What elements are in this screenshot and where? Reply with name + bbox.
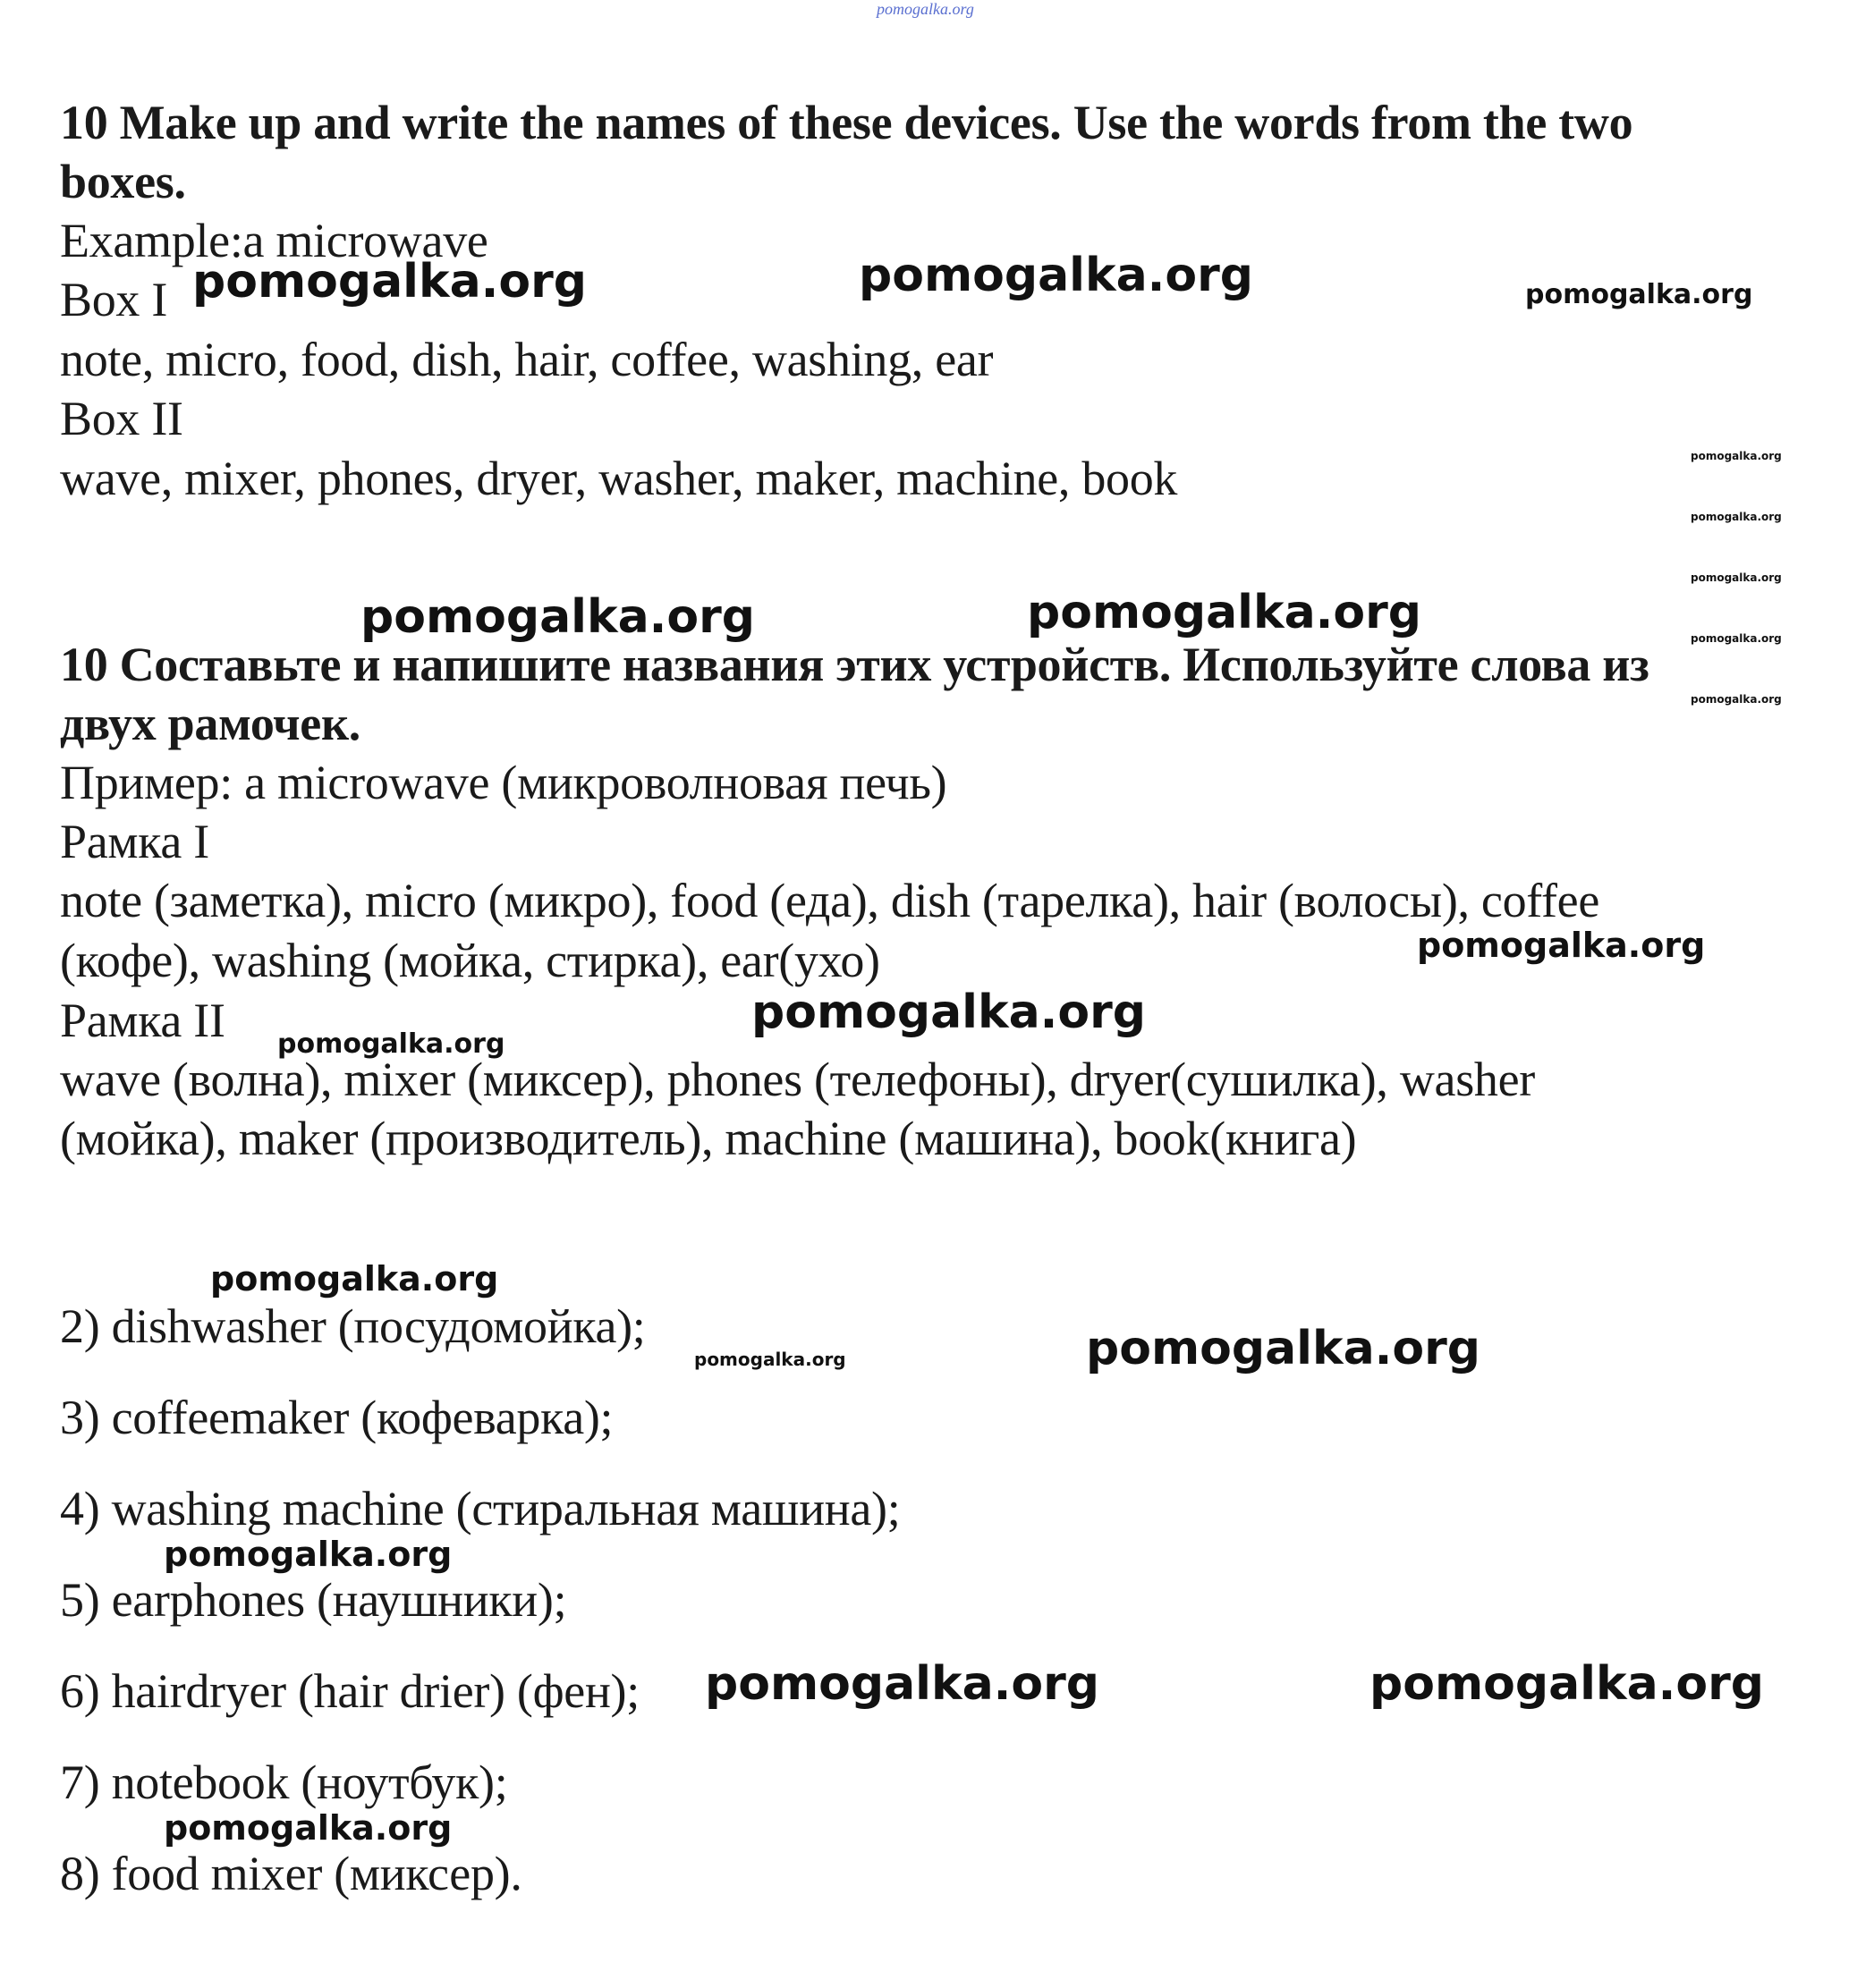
top-watermark: pomogalka.org <box>877 0 974 18</box>
watermark: pomogalka.org <box>210 1259 499 1299</box>
watermark: pomogalka.org <box>1691 450 1782 462</box>
watermark: pomogalka.org <box>751 986 1147 1039</box>
watermark: pomogalka.org <box>1691 693 1782 706</box>
russian-box1-words-line-2: (кофе), washing (мойка, стирка), ear(ухо) <box>60 934 880 987</box>
english-box1-label: Box I <box>60 273 168 326</box>
russian-title-line-2: двух рамочек. <box>60 697 360 750</box>
answer-item: 6) hairdryer (hair drier) (фен); <box>60 1664 640 1718</box>
english-example: Example:a microwave <box>60 214 488 267</box>
watermark: pomogalka.org <box>1691 632 1782 645</box>
watermark: pomogalka.org <box>1525 279 1753 310</box>
watermark: pomogalka.org <box>277 1028 505 1060</box>
english-box1-words: note, micro, food, dish, hair, coffee, washing, ear <box>60 333 994 386</box>
answer-item: 2) dishwasher (посудомойка); <box>60 1299 646 1353</box>
watermark: pomogalka.org <box>694 1349 846 1370</box>
russian-box2-words-line-2: (мойка), maker (производитель), machine (машина), book(книга) <box>60 1112 1357 1165</box>
watermark: pomogalka.org <box>1417 926 1706 965</box>
watermark: pomogalka.org <box>1086 1322 1481 1375</box>
watermark: pomogalka.org <box>192 255 588 309</box>
english-box2-label: Box II <box>60 392 183 445</box>
watermark: pomogalka.org <box>1691 571 1782 584</box>
russian-box2-words-line-1: wave (волна), mixer (миксер), phones (телефоны), dryer(сушилка), washer <box>60 1053 1535 1106</box>
answer-item: 3) coffeemaker (кофеварка); <box>60 1391 614 1444</box>
answer-item: 7) notebook (ноутбук); <box>60 1755 508 1809</box>
answer-item: 4) washing machine (стиральная машина); <box>60 1482 901 1535</box>
russian-box1-words-line-1: note (заметка), micro (микро), food (еда), dish (тарелка), hair (волосы), coffee <box>60 874 1600 927</box>
russian-box2-label: Рамка II <box>60 994 225 1047</box>
watermark: pomogalka.org <box>705 1657 1100 1711</box>
watermark: pomogalka.org <box>164 1808 453 1848</box>
answer-item: 8) food mixer (миксер). <box>60 1847 522 1900</box>
watermark: pomogalka.org <box>859 249 1254 302</box>
english-box2-words: wave, mixer, phones, dryer, washer, maker, machine, book <box>60 452 1178 505</box>
russian-title-line-1: 10 Составьте и напишите названия этих устройств. Используйте слова из <box>60 638 1649 691</box>
watermark: pomogalka.org <box>164 1535 453 1574</box>
watermark: pomogalka.org <box>1027 586 1422 639</box>
english-title-line-1: 10 Make up and write the names of these devices. Use the words from the two <box>60 96 1633 149</box>
russian-example: Пример: a microwave (микроволновая печь) <box>60 756 947 809</box>
answer-item: 5) earphones (наушники); <box>60 1573 567 1627</box>
watermark: pomogalka.org <box>1369 1657 1765 1711</box>
english-title-line-2: boxes. <box>60 155 186 208</box>
watermark: pomogalka.org <box>1691 511 1782 523</box>
watermark: pomogalka.org <box>360 590 756 644</box>
russian-box1-label: Рамка I <box>60 815 209 868</box>
